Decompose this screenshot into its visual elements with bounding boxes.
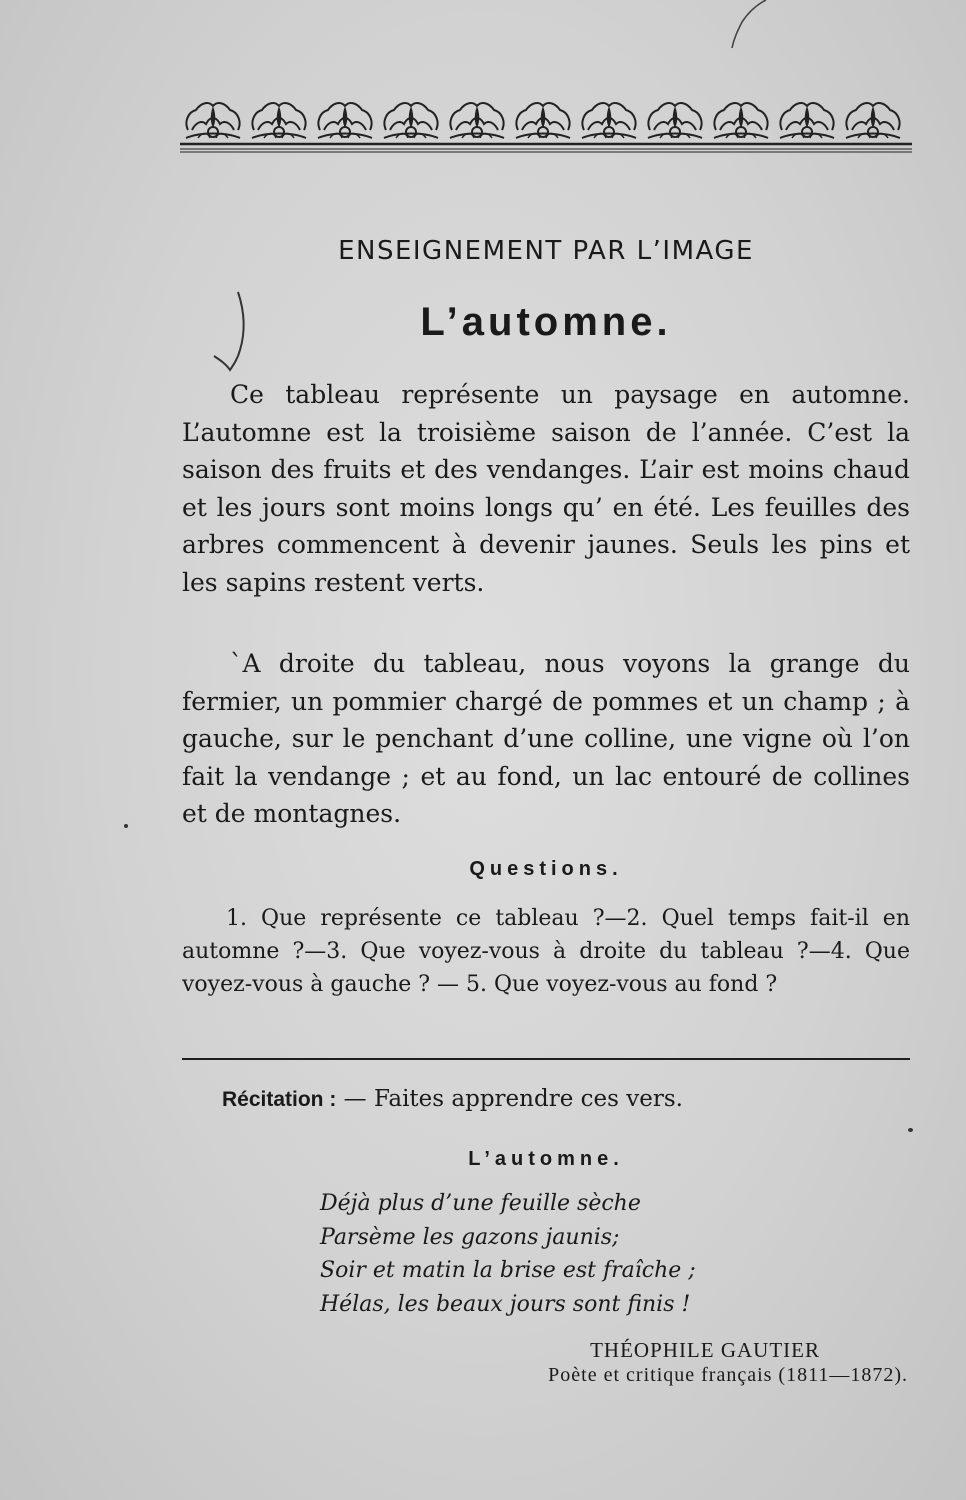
paragraph-1-text: Ce tableau représente un paysage en automne. L’automne est la troisième saison de l’année. C’est la saison des fruits et des vendanges. L’air est moins chaud et les jours sont moins longs qu’ en été. Les feuilles des arbres commencent à devenir jaunes. Seuls les pins et les sapins restent verts. [182,380,910,597]
paragraph-2 [182,645,910,833]
poem-author-description: Poète et critique français (1811—1872). [548,1364,908,1386]
recitation-label: Récitation : [222,1088,337,1111]
questions-text: 1. Que représente ce tableau ?—2. Quel temps fait-il en automne ?—3. Que voyez-vous à droite du tableau ?—4. Que voyez-vous à gauche ? — 5. Que voyez-vous au fond ? [182,906,910,997]
section-heading: ENSEIGNEMENT PAR L’IMAGE [338,236,754,266]
section-divider [182,1058,910,1060]
ink-speck [908,1128,913,1132]
recitation-instruction: — Faites apprendre ces vers. [336,1086,683,1112]
poem-line: Déjà plus d’une feuille sèche [320,1191,641,1216]
paragraph-2-text: `A droite du tableau, nous voyons la grange du fermier, un pommier chargé de pommes et un champ ; à gauche, sur le penchant d’une colline, une vigne où l’on fait la vendange ; et au fond, un lac entouré de collines et de montagnes. [182,649,910,828]
ink-speck [124,824,128,828]
questions-heading: Questions. [469,858,623,880]
poem-title: L’automne. [468,1148,624,1170]
pencil-tick-mark [720,0,780,50]
poem-author: THÉOPHILE GAUTIER [590,1338,820,1362]
poem-verses [320,1187,840,1321]
lesson-title: L’automne. [420,300,672,344]
recitation-line [222,1086,912,1112]
poem-line: Hélas, les beaux jours sont finis ! [320,1291,691,1317]
paragraph-1 [182,376,910,601]
ornamental-border [180,92,912,154]
poem-line: Parsème les gazons jaunis; [320,1224,620,1250]
poem-line: Soir et matin la brise est fraîche ; [320,1258,696,1283]
